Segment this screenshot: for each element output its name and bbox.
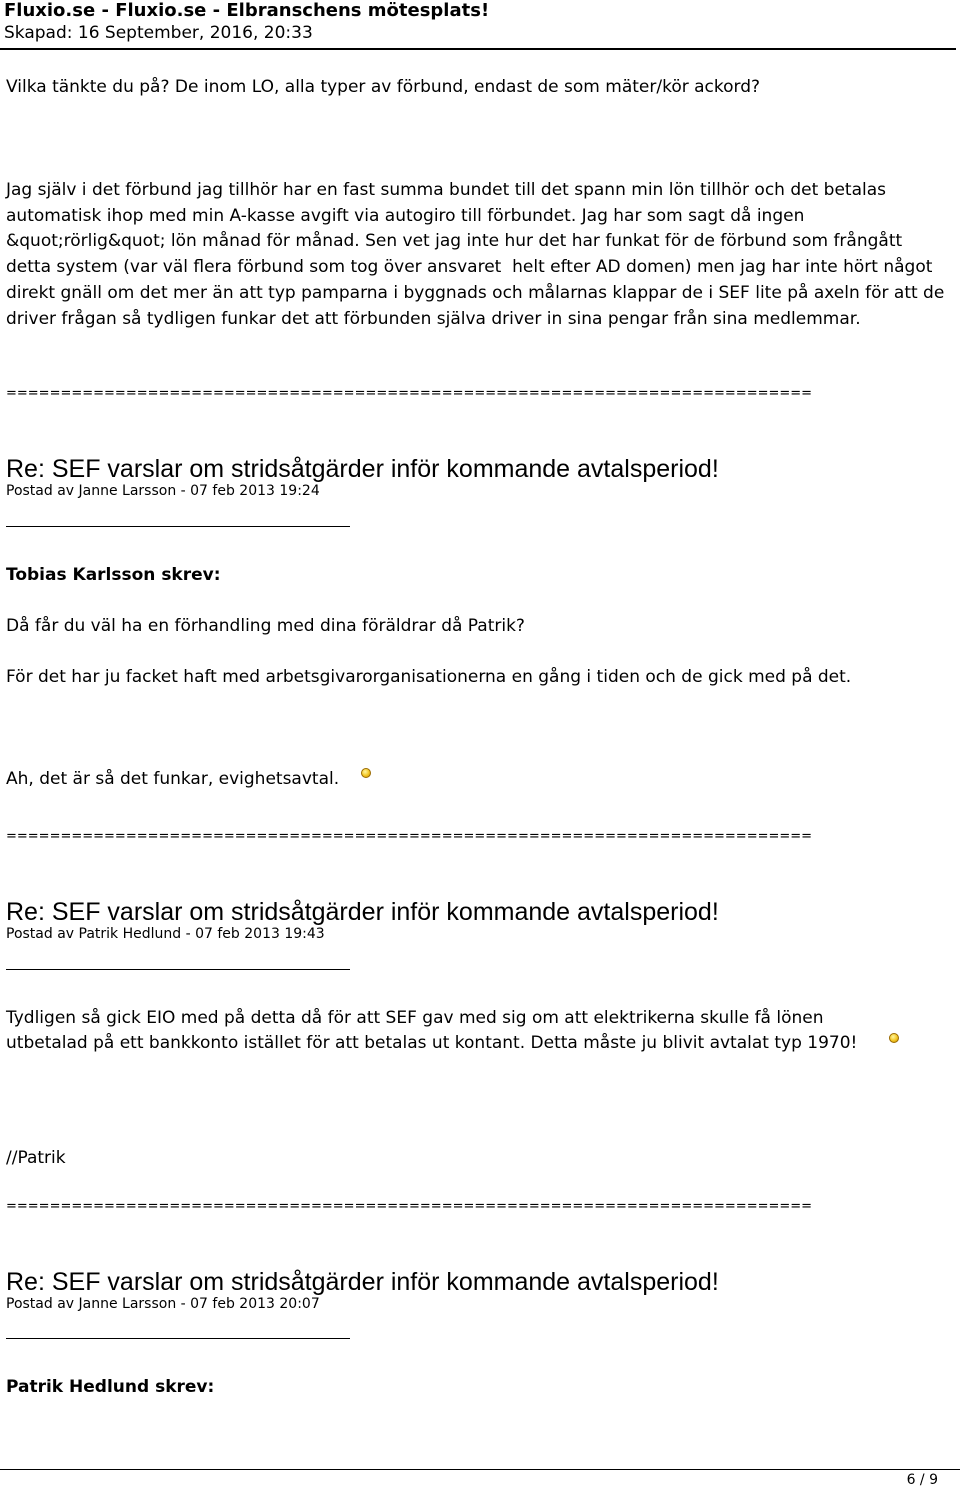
- quote-line: För det har ju facket haft med arbetsgivarorganisationerna en gång i tiden och de gick med på det.: [6, 667, 852, 687]
- intro-body: Jag själv i det förbund jag tillhör har en fast summa bundet till det spann min lön tillhör och det betalas automatisk ihop med min A-kasse avgift via autogiro till förbundet. Jag har som sagt då ingen &quot;rörlig&quot; lön månad för månad. Sen vet jag inte hur det har funkat för de förbund som frångått detta system (var väl flera förbund som tog över ansvaret helt efter AD domen) men jag har inte hört något direkt gnäll om det mer än att typ pamparna i byggnads och målarnas klappar de i SEF lite på axeln för att de driver frågan så tydligen funkar det att förbunden själva driver in sina pengar från sina medlemmar.: [6, 180, 950, 329]
- post-separator: ==========================================================================: [6, 829, 813, 844]
- post-meta: Postad av Janne Larsson - 07 feb 2013 20:07: [6, 1296, 320, 1312]
- post-body-line: Tydligen så gick EIO med på detta då för att SEF gav med sig om att elektrikerna skulle få lönen: [6, 1008, 824, 1028]
- post-title: Re: SEF varslar om stridsåtgärder inför kommande avtalsperiod!: [6, 1268, 719, 1296]
- created-date: Skapad: 16 September, 2016, 20:33: [4, 23, 313, 43]
- quote-line: Då får du väl ha en förhandling med dina föräldrar då Patrik?: [6, 616, 525, 636]
- header-divider: [0, 48, 956, 50]
- intro-question: Vilka tänkte du på? De inom LO, alla typer av förbund, endast de som mäter/kör ackord?: [6, 77, 761, 97]
- footer-divider: [0, 1469, 960, 1470]
- smiley-icon: [889, 1033, 899, 1043]
- quote-author: Tobias Karlsson skrev:: [6, 565, 221, 585]
- post-meta: Postad av Patrik Hedlund - 07 feb 2013 19:43: [6, 926, 325, 942]
- post-underline: [6, 969, 350, 970]
- post-underline: [6, 1338, 350, 1339]
- post-title: Re: SEF varslar om stridsåtgärder inför kommande avtalsperiod!: [6, 898, 719, 926]
- smiley-icon: [361, 768, 371, 778]
- post-meta: Postad av Janne Larsson - 07 feb 2013 19:24: [6, 483, 320, 499]
- post-separator: ==========================================================================: [6, 1199, 813, 1214]
- post-separator: ==========================================================================: [6, 386, 813, 401]
- post-body-line: utbetalad på ett bankkonto istället för att betalas ut kontant. Detta måste ju blivit avtalat typ 1970!: [6, 1033, 858, 1053]
- quote-author: Patrik Hedlund skrev:: [6, 1377, 215, 1397]
- site-title: Fluxio.se - Fluxio.se - Elbranschens mötesplats!: [4, 0, 490, 21]
- page-number: 6 / 9: [906, 1472, 938, 1488]
- post-signature: //Patrik: [6, 1148, 66, 1168]
- post-reply: Ah, det är så det funkar, evighetsavtal.: [6, 769, 340, 789]
- post-title: Re: SEF varslar om stridsåtgärder inför kommande avtalsperiod!: [6, 455, 719, 483]
- post-underline: [6, 526, 350, 527]
- document-header: [4, 0, 956, 44]
